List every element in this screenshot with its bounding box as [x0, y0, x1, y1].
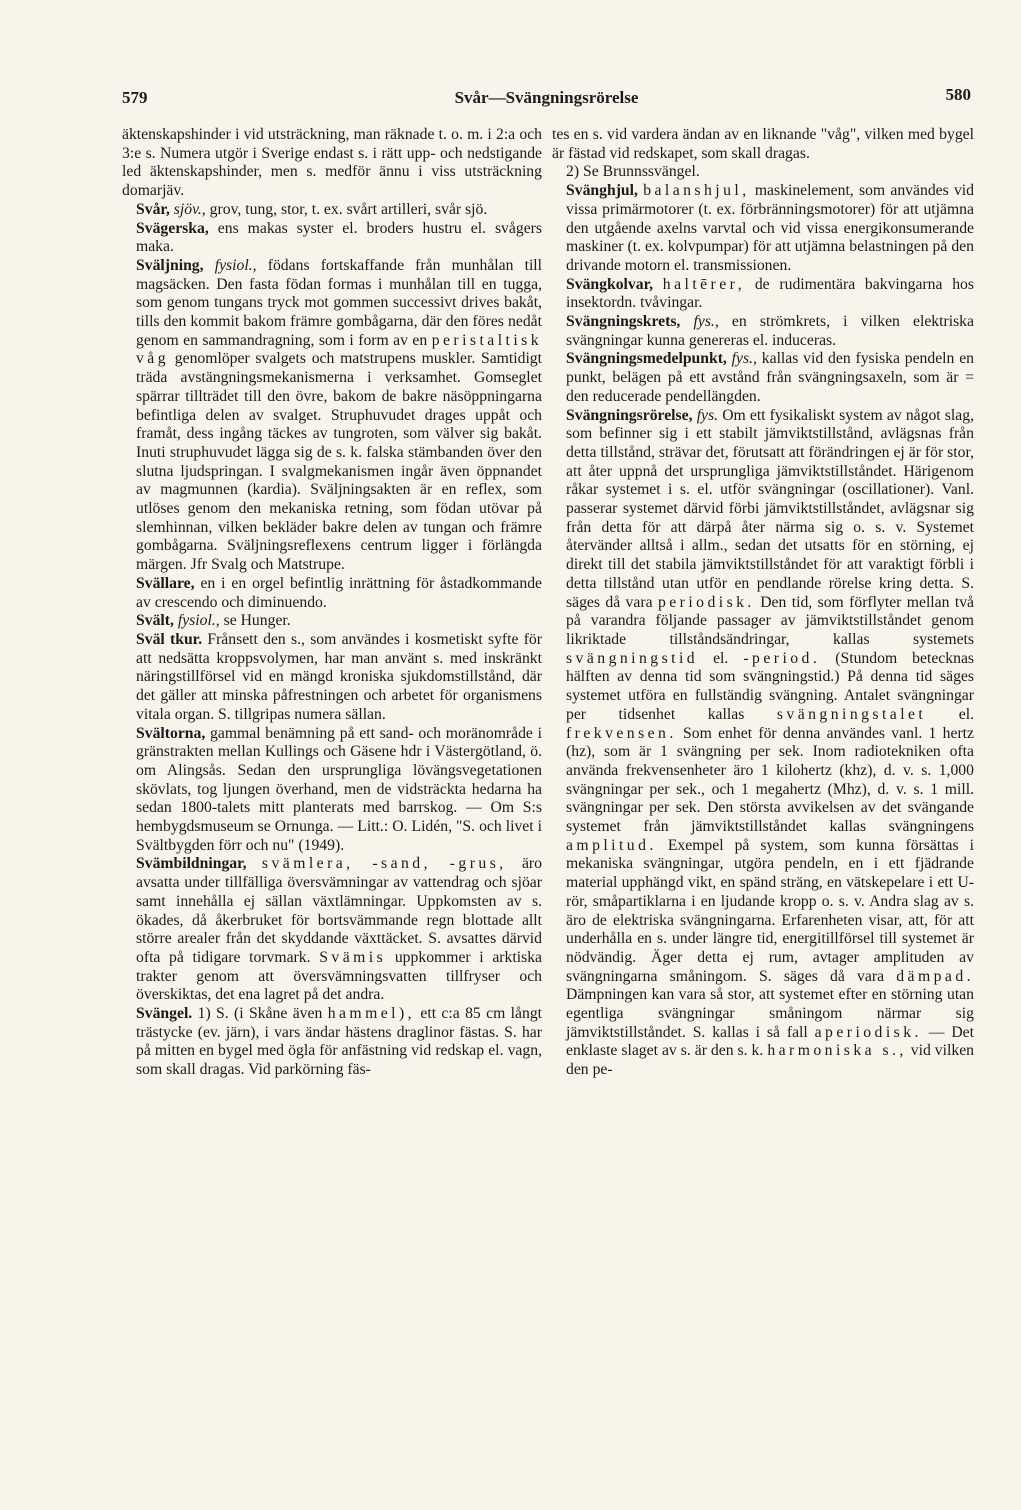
- headword: Svägerska,: [136, 219, 209, 237]
- headword: Sväl tkur.: [136, 630, 203, 648]
- left-column: [122, 126, 542, 1080]
- page-number-right: 580: [945, 85, 971, 104]
- entry-svaljning: Sväljning, fysiol., födans fortskaffande från munhålan till magsäcken. Den fasta födan formas i munhålan till en tugga, som genom tungans tryck mot gommen successivt drives bakåt, tills den kommit bakom främre gombågarna, där den föres nedåt genom en sammandragning, som i form av en peristaltisk våg genomlöper svalgets och matstrupens muskler. Samtidigt träda avstängningsmekanismerna i verksamhet. Gomseglet spärrar tillträdet till den övre, bakom de bakre näsöppningarna befintliga delen av svalget. Struphuvudet drages uppåt och framåt, dess ingång täckes av tungroten, som välver sig bakåt. Inuti struphuvudet lägga sig de s. k. falska stämbanden över den slutna ljudspringan. I svalgmekanismen ingår även öppnandet av magmunnen (kardia). Sväljningsakten är en reflex, som utlöses genom den mekaniska retning, som födan utövar på slemhinnan, vilken bekläder bakre delen av tungan och främre gombågarna. Sväljningsreflexens centrum ligger i förlängda märgen. Jfr Svalg och Matstrupe.: [136, 256, 543, 574]
- headword: Svängningsrörelse,: [566, 406, 693, 424]
- headword: Sväljning,: [136, 256, 204, 274]
- entry-svaltorna: Svältorna, gammal benämning på ett sand- och moränområde i gränstrakten mellan Kullings och Gäsene hdr i Västergötland, ö. om Alingsås. Sedan den ursprungliga lövängsvegetationen skövlats, tog ljungen överhand, men de vidsträckta hedarna ha sedan 1800-talets mitt planterats med barrskog. — Om S:s hembygdsmuseum se Ornunga. — Litt.: O. Lidén, "S. och livet i Svältbygden förr och nu" (1949).: [136, 724, 542, 854]
- headword: Svält,: [136, 612, 174, 630]
- headword: Svår,: [136, 200, 170, 218]
- entry-svar: Svår, sjöv., grov, tung, stor, t. ex. svårt artilleri, svår sjö.: [136, 200, 488, 218]
- entry-continuation: tes en s. vid vardera ändan av en liknande "våg", vilken med bygel är fästad vid redskapet, som skall dragas.: [552, 126, 974, 162]
- entry-svagerska: Svägerska, ens makas syster el. broders hustru el. svågers maka.: [136, 219, 543, 256]
- entry-svaltkur: Sväl tkur. Frånsett den s., som användes i kosmetiskt syfte för att nedsätta kroppsvolymen, har man använt s. med inskränkt näringstillförsel vid en mängd kroniska sjukdomstillstånd, där det gäller att minska påfrestningen och arbetet för organismens vitala organ. S. tillgripas numera sällan.: [136, 630, 542, 723]
- headword: Svängel.: [136, 1005, 193, 1023]
- entry-continuation: äktenskapshinder i vid utsträckning, man räknade t. o. m. i 2:a och 3:e s. Numera utgör i Sverige endast s. i rätt upp- och nedstigande led äktenskapshinder, men s. medför ännu i viss utsträckning domarjäv.: [122, 126, 542, 200]
- entry-svangel: Svängel. 1) S. (i Skåne även hammel), ett c:a 85 cm långt trästycke (ev. järn), i vars ändar hästens draglinor fästas. S. har på mitten en bygel med ögla för anfästning vid redskap el. vagn, som skall dragas. Vid parkörning fäs-: [136, 1005, 543, 1079]
- entry-svallare: Svällare, en i en orgel befintlig inrättning för åstadkommande av crescendo och diminuendo.: [136, 574, 543, 611]
- entry-svambildningar: Svämbildningar, svämlera, -sand, -grus, äro avsatta under tillfälliga översvämningar av vattendrag och sjöar samt innehålla ej sällan växtlämningar. Uppkomsten av s. ökades, då åkerbruket för bortsvämmande regn blottade allt större arealer från det skyddande växttäcket. S. avsattes därvid ofta på tidigare torvmark. Svämis uppkommer i arktiska trakter genom att översvämningsvatten tillfryser och överskiktas, det ena lagret på det andra.: [136, 855, 542, 1004]
- entry-svanghjul: Svänghjul, balanshjul, maskinelement, som användes vid vissa primärmotorer (t. ex. förbränningsmotorer) för att utjämna den utgående axelns varvtal och vid vissa energikonsumerande maskiner (t. ex. kolvpumpar) för att utjämna belastningen på den drivande motorn el. transmissionen.: [566, 182, 975, 274]
- page-number-left: 579: [122, 88, 148, 107]
- entry-svangningsrorelse: Svängningsrörelse, fys. Om ett fysikaliskt system av något slag, som befinner sig i ett stabilt jämviktstillstånd, avlägsnas från detta tillstånd, strävar det, förutsatt att förändringen ej är för stor, att åter uppnå det ursprungliga jämviktstillståndet. Härigenom råkar systemet i s. el. utför svängningar (oscillationer). Vanl. passerar systemet därvid förbi jämviktstillståndet, avlägsnar sig från detta för att därpå åter närma sig o. s. v. Systemet återvänder alltså i allm., sedan det utsatts för en störning, ej direkt till det stabila jämviktstillståndet för att varaktigt förbli i detta tillstånd utan utför en pendlande rörelse kring detta. S. säges då vara periodisk. Den tid, som förflyter mellan två på varandra följande passager av jämviktstillståndet genom likriktade tillståndsändringar, kallas systemets svängningstid el. -period. (Stundom betecknas hälften av denna tid som svängningstid.) På denna tid säges systemet utföra en fullständig svängning. Antalet svängningar per tidsenhet kallas svängningstalet el. frekvensen. Som enhet för denna användes vanl. 1 hertz (hz), som är 1 svängning per sek. Inom radiotekniken ofta använda frekvensenheter äro 1 kilohertz (khz), d. v. s. 1,000 svängningar per sek., och 1 megahertz (Mhz), d. v. s. 1 mill. svängningar per sek. Den största avvikelsen av det svängande systemet från jämviktstillståndet kallas svängningens amplitud. Exempel på system, som kunna försättas i mekaniska svängningar, utgöra pendeln, en i ett fjädrande material upphängd vikt, en spänd sträng, en vätskepelare i ett U-rör, småpartiklarna i en ljudande kropp o. s. v. Andra slag av s. äro de elektriska svängningarna. Erfarenheten visar, att, för att underhålla en s. under längre tid, energitillförsel till systemet är nödvändig. Äger detta ej rum, avtager amplituden av svängningarna småningom. S. säges då vara dämpad. Dämpningen kan vara så stor, att systemet efter en störning utan egentliga svängningar småningom närmar sig jämviktstillståndet. S. kallas i så fall aperiodisk. — Det enklaste slaget av s. är den s. k. harmoniska s., vid vilken den pe-: [566, 406, 975, 1079]
- running-title: Svår—Svängningsrörelse: [454, 88, 639, 107]
- entry-svangningskrets: Svängningskrets, fys., en strömkrets, i vilken elektriska svängningar kunna genereras el. induceras.: [566, 313, 974, 349]
- entry-svangkolvar: Svängkolvar, haltērer, de rudimentära bakvingarna hos insektordn. tvåvingar.: [566, 275, 974, 312]
- running-header: [122, 85, 971, 114]
- entry-svangel-2: 2) Se Brunnssvängel.: [566, 163, 700, 181]
- headword: Svängkolvar,: [566, 275, 654, 293]
- headword: Svängningskrets,: [566, 313, 681, 331]
- headword: Svängningsmedelpunkt,: [566, 350, 727, 368]
- headword: Svänghjul,: [566, 182, 638, 200]
- headword: Svämbildningar,: [136, 855, 247, 873]
- headword: Svällare,: [136, 574, 195, 592]
- entry-svangningsmedelpunkt: Svängningsmedelpunkt, fys., kallas vid den fysiska pendeln en punkt, belägen på ett avstånd från svängningsaxeln, som är = den reducerade pendellängden.: [566, 350, 975, 405]
- entry-svalt: Svält, fysiol., se Hunger.: [136, 612, 291, 630]
- headword: Svältorna,: [136, 724, 206, 742]
- right-column: [552, 126, 974, 1080]
